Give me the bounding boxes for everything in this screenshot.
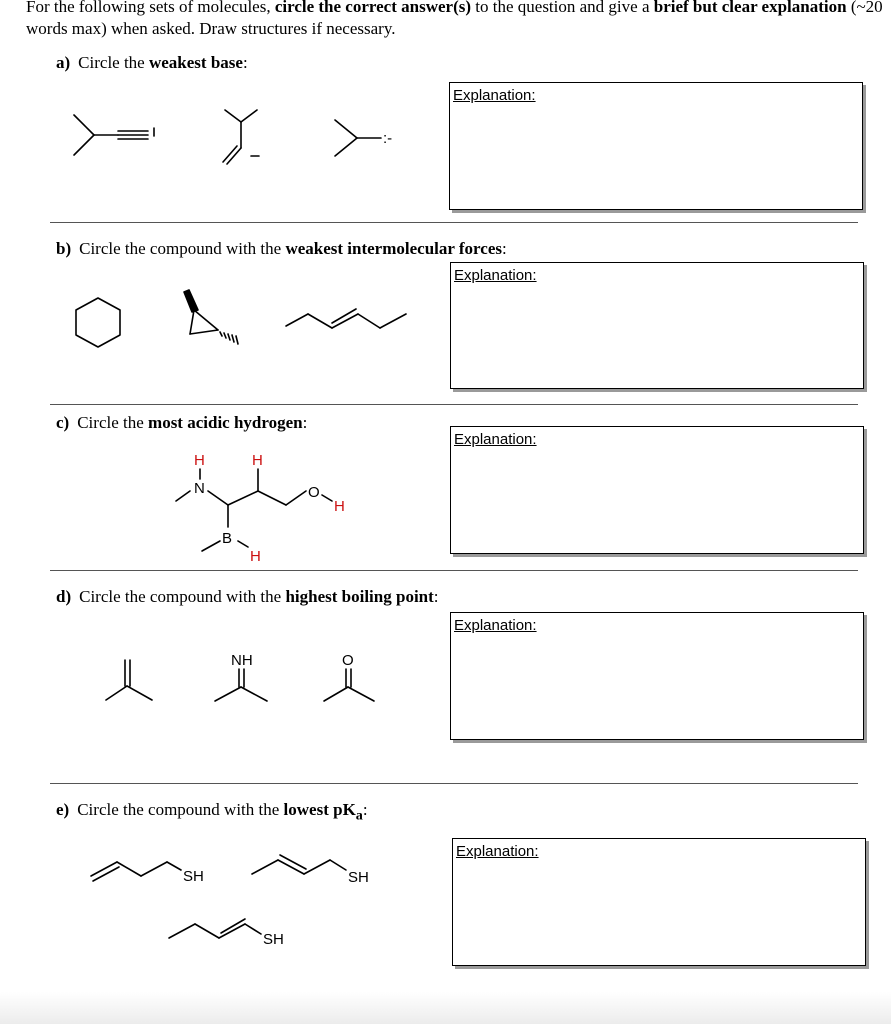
question-d-text: Circle the compound with the [79, 587, 286, 606]
section-divider [50, 783, 858, 784]
question-e [56, 800, 368, 825]
nitrogen-atom: N [194, 480, 205, 497]
acidic-hydrogen-nh[interactable]: H [194, 452, 205, 469]
molecule-d2-imine[interactable] [205, 645, 285, 710]
anion-charge-label: :- [383, 130, 393, 147]
question-c-label: c) [56, 413, 70, 432]
question-a-text: Circle the [78, 53, 149, 72]
molecule-d3-acetone[interactable] [318, 645, 388, 710]
question-b-text: Circle the compound with the [79, 239, 286, 258]
question-b-label: b) [56, 239, 72, 258]
molecule-a1-alkynyl-anion[interactable] [60, 105, 170, 165]
oxygen-atom: O [308, 484, 320, 501]
question-a [56, 53, 248, 73]
molecule-d1-isobutylene[interactable] [100, 650, 170, 710]
molecule-b3-pentene[interactable] [280, 300, 420, 340]
molecule-e2-butenyl-thiol[interactable] [248, 850, 388, 895]
acidic-hydrogen-ch[interactable]: H [252, 452, 263, 469]
explanation-box-e[interactable] [452, 838, 866, 966]
question-a-bold: weakest base [148, 53, 243, 72]
question-a-colon: : [242, 53, 248, 72]
acidic-hydrogen-oh[interactable]: H [334, 498, 345, 515]
thiol-sh-label: SH [263, 931, 284, 948]
explanation-box-a[interactable] [449, 82, 863, 210]
molecule-a3-alkyl-anion[interactable] [325, 110, 415, 170]
explanation-label: Explanation: [454, 267, 537, 284]
explanation-box-b[interactable] [450, 262, 864, 389]
imine-nh-label: NH [231, 652, 253, 669]
molecule-b1-cyclohexane[interactable] [70, 295, 130, 355]
instructions-text: to the question and give a [471, 0, 654, 16]
explanation-box-d[interactable] [450, 612, 864, 740]
molecule-e3-vinyl-thiol[interactable] [165, 912, 305, 957]
question-d-label: d) [56, 587, 72, 606]
explanation-box-c[interactable] [450, 426, 864, 554]
page-bottom-edge [0, 992, 891, 1024]
acidic-hydrogen-bh[interactable]: H [250, 548, 261, 565]
molecule-b2-dimethylcyclopropane[interactable] [172, 288, 252, 358]
question-d-bold: highest boiling point [285, 587, 434, 606]
question-c-bold: most acidic hydrogen [148, 413, 303, 432]
molecule-e1-allyl-thiol[interactable] [85, 848, 225, 888]
instructions [26, 0, 886, 40]
instructions-bold-explanation: brief but clear explanation [653, 0, 847, 16]
explanation-label: Explanation: [453, 87, 536, 104]
question-e-colon: : [362, 800, 368, 819]
section-divider [50, 222, 858, 223]
instructions-bold-circle: circle the correct answer(s) [274, 0, 472, 16]
instructions-text: For the following sets of molecules, [26, 0, 275, 16]
question-c-text: Circle the [77, 413, 149, 432]
question-b [56, 239, 507, 259]
question-d-colon: : [433, 587, 439, 606]
explanation-label: Explanation: [456, 843, 539, 860]
question-a-label: a) [56, 53, 71, 72]
carbonyl-oxygen-label: O [342, 652, 354, 669]
question-e-subscript: a [355, 807, 363, 824]
molecule-c-aminoborane-alcohol [170, 445, 360, 570]
instructions-text: (~20 words max) when asked. Draw structures if necessary. [26, 0, 883, 38]
thiol-sh-label: SH [183, 868, 204, 885]
molecule-a2-vinyl-anion[interactable] [205, 100, 285, 180]
question-d [56, 587, 439, 607]
question-b-bold: weakest intermolecular forces [285, 239, 502, 258]
boron-atom: B [222, 530, 233, 547]
question-e-text: Circle the compound with the [77, 800, 284, 819]
question-c [56, 413, 307, 433]
thiol-sh-label: SH [348, 869, 369, 886]
section-divider [50, 570, 858, 571]
question-b-colon: : [501, 239, 507, 258]
question-e-label: e) [56, 800, 70, 819]
question-e-bold: lowest pK [283, 800, 356, 819]
explanation-label: Explanation: [454, 617, 537, 634]
explanation-label: Explanation: [454, 431, 537, 448]
question-c-colon: : [302, 413, 308, 432]
section-divider [50, 404, 858, 405]
